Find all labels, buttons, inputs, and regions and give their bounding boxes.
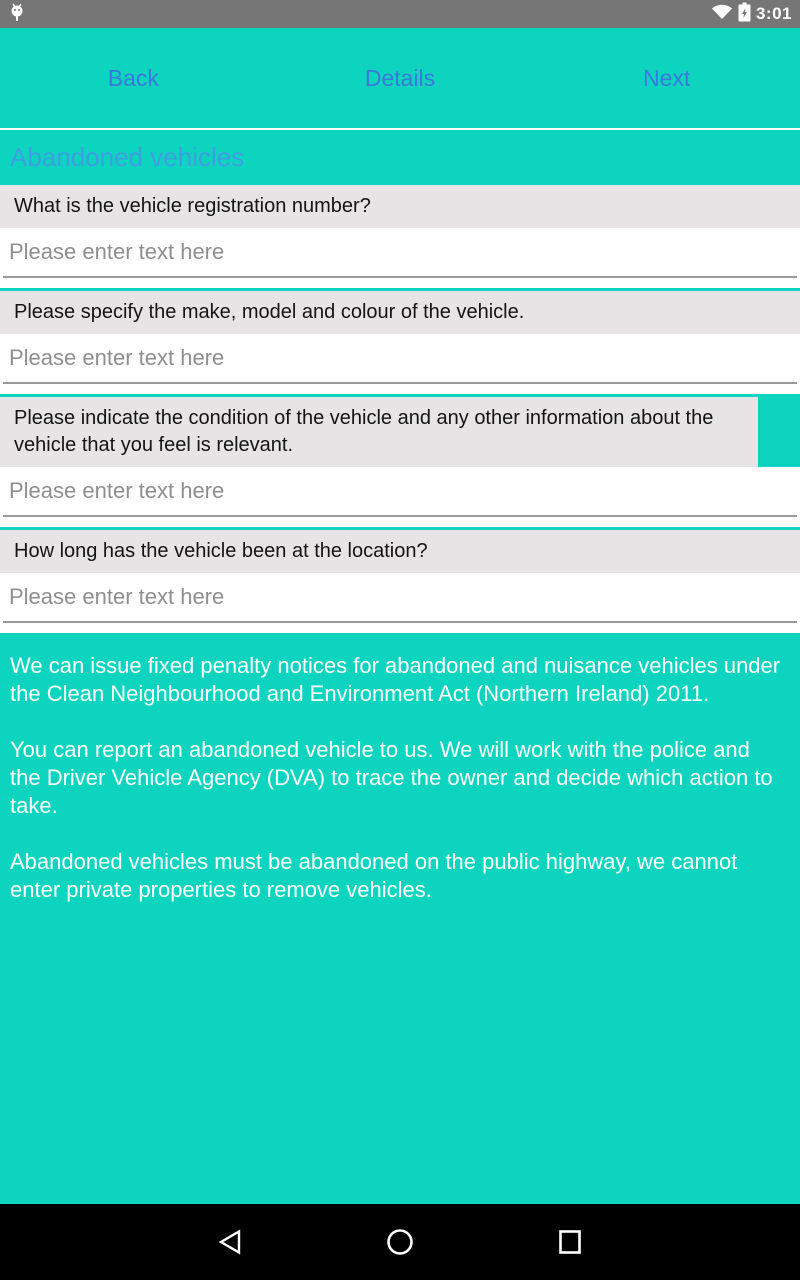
info-section <box>0 633 800 1204</box>
home-icon[interactable] <box>385 1227 415 1257</box>
section-title-bar <box>0 130 800 185</box>
clock-time: 3:01 <box>755 4 792 23</box>
back-button[interactable]: Back <box>107 64 159 91</box>
android-nav-bar <box>0 1204 800 1280</box>
app-header <box>0 28 800 128</box>
info-paragraph: Abandoned vehicles must be abandoned on the public highway, we cannot enter private properties to remove vehicles. <box>10 849 738 902</box>
section-title: Abandoned vehicles <box>10 142 245 172</box>
question-label: What is the vehicle registration number? <box>0 185 800 228</box>
registration-number-input[interactable] <box>3 228 797 278</box>
question-label: How long has the vehicle been at the location? <box>0 530 800 573</box>
info-paragraph: We can issue fixed penalty notices for abandoned and nuisance vehicles under the Clean Neighbourhood and Environment Act (Northern Ireland) 2011. <box>10 653 781 706</box>
recents-icon[interactable] <box>555 1227 585 1257</box>
android-debug-icon <box>8 2 26 27</box>
info-paragraph: You can report an abandoned vehicle to us. We will work with the police and the Driver Vehicle Agency (DVA) to trace the owner and decide which action to take. <box>10 737 773 818</box>
back-icon[interactable] <box>215 1227 245 1257</box>
make-model-colour-input[interactable] <box>3 334 797 384</box>
question-label: Please specify the make, model and colour of the vehicle. <box>0 291 800 334</box>
wifi-icon <box>711 3 733 26</box>
duration-at-location-input[interactable] <box>3 573 797 623</box>
question-block <box>0 530 800 633</box>
input-zone <box>0 228 800 288</box>
question-block <box>0 291 800 394</box>
next-button[interactable]: Next <box>643 64 691 91</box>
battery-charging-icon <box>738 2 751 27</box>
status-bar <box>0 0 800 28</box>
page-title: Details <box>364 64 436 91</box>
input-zone <box>0 334 800 394</box>
question-label: Please indicate the condition of the vehicle and any other information about the vehicle that you feel is relevant. <box>0 397 758 467</box>
question-block <box>0 397 800 527</box>
vehicle-condition-input[interactable] <box>3 467 797 517</box>
input-zone <box>0 467 800 527</box>
question-block <box>0 185 800 288</box>
input-zone <box>0 573 800 633</box>
